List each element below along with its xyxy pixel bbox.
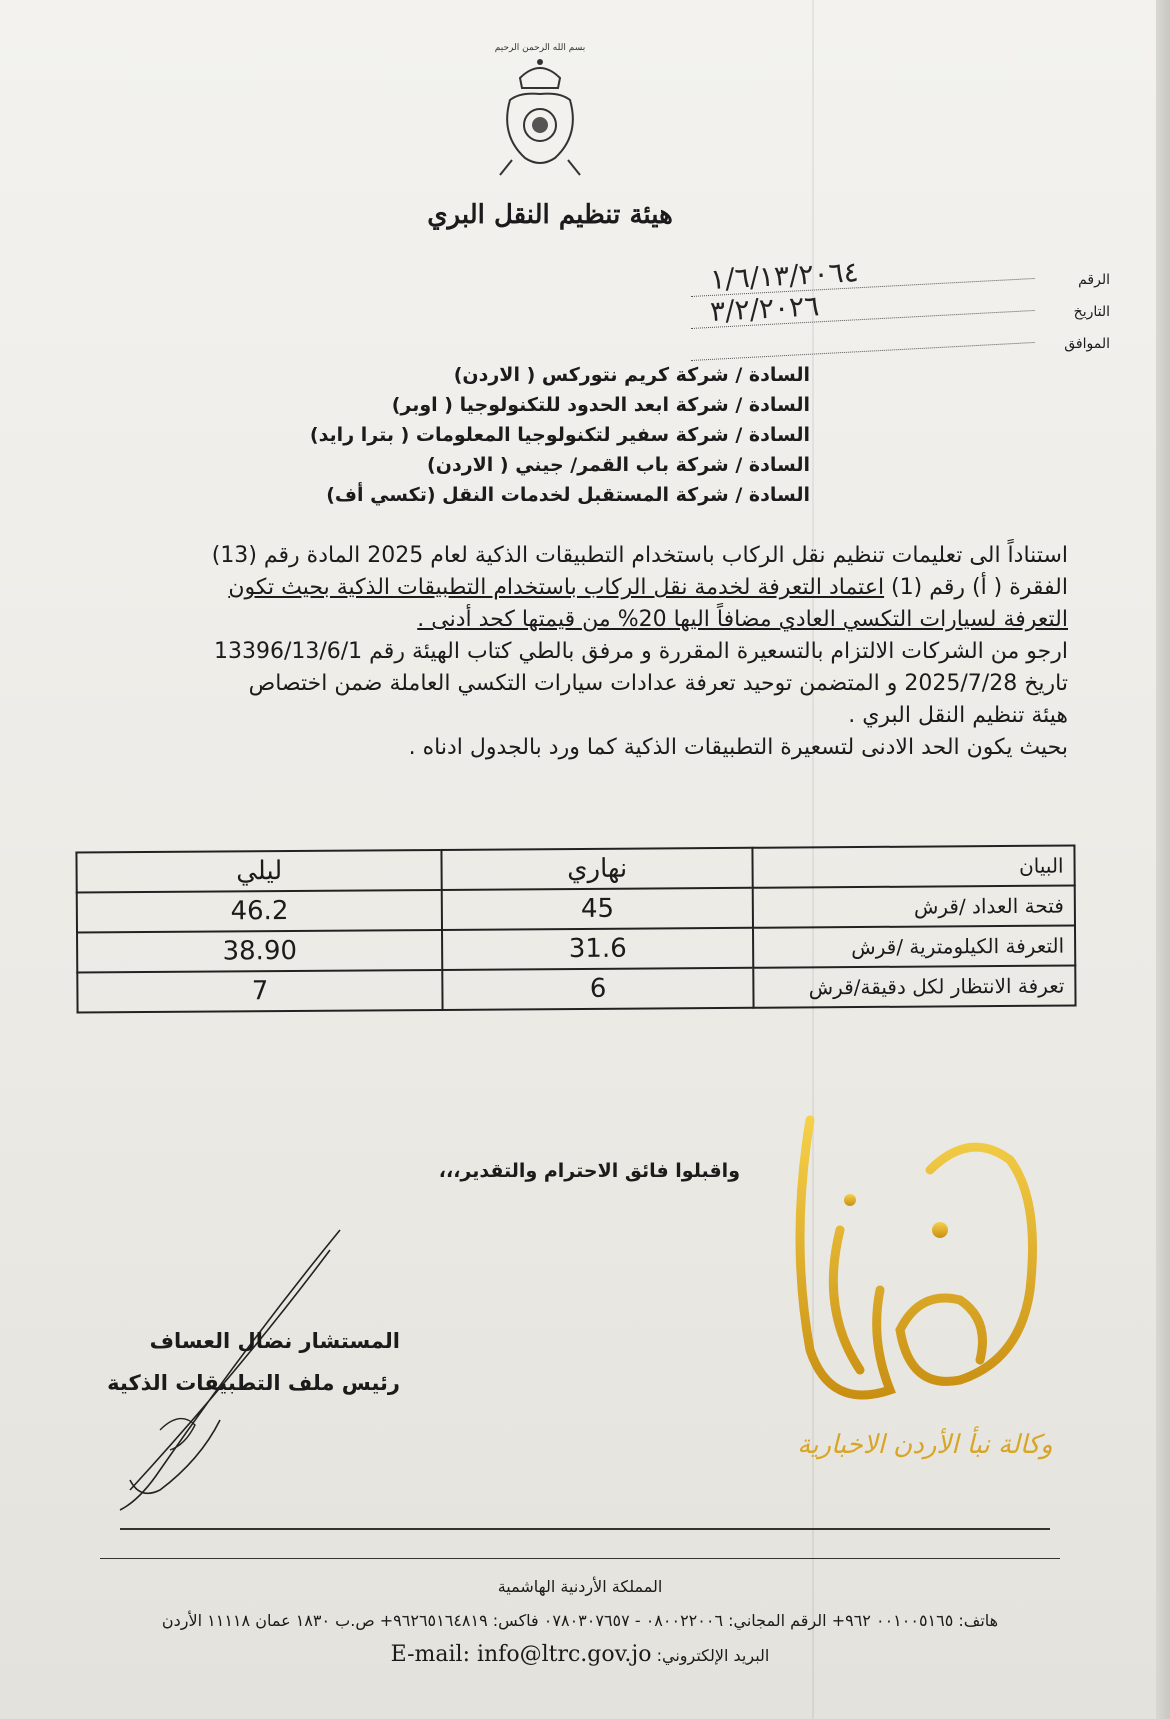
- table-cell-day: 31.6: [442, 928, 753, 970]
- body-line: استناداً الى تعليمات تنظيم نقل الركاب باستخدام التطبيقات الذكية لعام 2025 المادة رقم (13): [211, 543, 1068, 568]
- body-line: تاريخ 2025/7/28 و المتضمن توحيد تعرفة عدادات سيارات التكسي العاملة ضمن اختصاص: [248, 671, 1068, 696]
- body-line: [68, 572, 1068, 604]
- table-cell-label: تعرفة الانتظار لكل دقيقة/قرش: [753, 966, 1075, 1008]
- body-underlined-text: اعتماد التعرفة لخدمة نقل الركاب باستخدام التطبيقات الذكية بحيث تكون: [228, 575, 885, 600]
- signer-block: [80, 1320, 400, 1404]
- reference-block: [690, 256, 1110, 352]
- footer-email-label: البريد الإلكتروني:: [656, 1646, 770, 1665]
- table-header-cell: البيان: [752, 846, 1074, 888]
- reference-number-value: ١/٦/١٣/٢٠٦٤: [689, 248, 1034, 297]
- news-agency-logo-icon: [750, 1090, 1080, 1470]
- table-row: [77, 926, 1075, 973]
- recipients-list: [290, 360, 810, 510]
- page-edge: [1156, 0, 1170, 1719]
- table-cell-night: 7: [77, 970, 443, 1013]
- table-cell-day: 6: [443, 968, 754, 1010]
- table-header-row: [76, 846, 1074, 893]
- table-cell-label: التعرفة الكيلومترية /قرش: [753, 926, 1075, 968]
- table-cell-night: 46.2: [77, 890, 443, 933]
- table-cell-day: 45: [442, 888, 753, 930]
- reference-date-label: التاريخ: [1073, 304, 1110, 320]
- recipient-item: السادة / شركة باب القمر/ جيني ( الاردن): [427, 454, 810, 476]
- signer-title: رئيس ملف التطبيقات الذكية: [107, 1371, 400, 1395]
- reference-number-row: [690, 255, 1110, 296]
- closing-text: واقبلوا فائق الاحترام والتقدير،،،: [438, 1160, 740, 1182]
- watermark-caption: وكالة نبأ الأردن الاخبارية: [797, 1430, 1053, 1460]
- table-cell-label: فتحة العداد /قرش: [753, 886, 1075, 928]
- reference-hijri-label: الموافق: [1064, 336, 1110, 352]
- recipient-item: السادة / شركة كريم نتوركس ( الاردن): [453, 364, 810, 386]
- table-header-cell: ليلي: [76, 850, 442, 893]
- royal-crest-icon: [490, 40, 590, 180]
- body-line: هيئة تنظيم النقل البري .: [848, 703, 1068, 728]
- divider: [120, 1528, 1050, 1530]
- table-row: [77, 886, 1075, 933]
- recipient-item: السادة / شركة سفير لتكنولوجيا المعلومات ( بترا رايد): [309, 424, 810, 446]
- table-header-cell: نهاري: [442, 848, 753, 890]
- table-row: [77, 966, 1075, 1013]
- reference-number-label: الرقم: [1078, 272, 1110, 288]
- letter-body: [68, 540, 1068, 764]
- body-text: الفقرة ( أ) رقم (1): [884, 575, 1068, 600]
- body-line: التعرفة لسيارات التكسي العادي مضافاً اليها 20% من قيمتها كحد أدنى .: [417, 607, 1068, 632]
- authority-name: هيئة تنظيم النقل البري: [427, 200, 673, 230]
- footer-contact: هاتف: ٠٠١٠٠٥١٦٥ ٩٦٢+ الرقم المجاني: ٠٨٠٠٢٢٠٠٦ - ٠٧٨٠٣٠٧٦٥٧ فاكس: ٩٦٢٦٥١٦٤٨١٩+ ص.ب ١٨٣٠ عمان ١١١١٨ الأردن: [161, 1611, 999, 1630]
- body-line: ارجو من الشركات الالتزام بالتسعيرة المقررة و مرفق بالطي كتاب الهيئة رقم 13396/13/6/1: [213, 639, 1068, 664]
- footer-email: E-mail: info@ltrc.gov.jo: [390, 1642, 652, 1667]
- basmala-text: بسم الله الرحمن الرحيم: [494, 43, 586, 53]
- signer-name: المستشار نضال العساف: [149, 1329, 400, 1353]
- recipient-item: السادة / شركة ابعد الحدود للتكنولوجيا ( اوبر): [391, 394, 810, 416]
- divider: [100, 1558, 1060, 1559]
- letter-footer: [70, 1570, 1090, 1673]
- recipient-item: السادة / شركة المستقبل لخدمات النقل (تكسي أف): [326, 484, 810, 506]
- footer-email-row: [70, 1638, 1090, 1673]
- reference-date-value: ٣/٢/٢٠٢٦: [689, 280, 1034, 329]
- reference-date-row: [690, 288, 1110, 328]
- body-line: بحيث يكون الحد الادنى لتسعيرة التطبيقات الذكية كما ورد بالجدول ادناه .: [408, 735, 1068, 760]
- table-cell-night: 38.90: [77, 930, 443, 973]
- footer-country: المملكة الأردنية الهاشمية: [497, 1577, 663, 1596]
- fare-table: [75, 845, 1076, 1014]
